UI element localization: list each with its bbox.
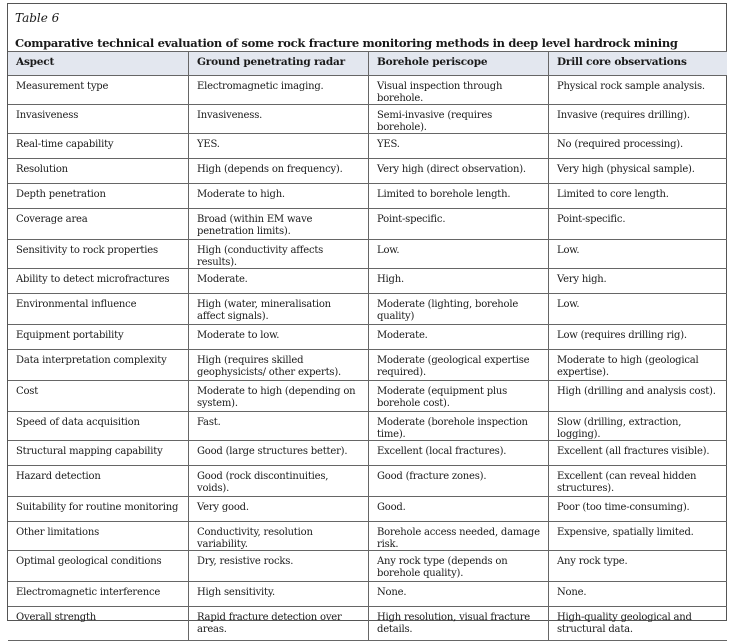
table-cell: Point-specific. [369,209,549,240]
table-cell: Electromagnetic imaging. [189,76,369,105]
table-cell: High (requires skilled geophysicists/ other experts). [189,350,369,381]
table-caption: Table 6 [15,11,60,25]
table-cell: Poor (too time-consuming). [549,497,728,522]
table-cell: Very high (physical sample). [549,159,728,184]
table-cell: Excellent (local fractures). [369,441,549,466]
table-cell: Invasive (requires drilling). [549,105,728,134]
table-cell: Excellent (can reveal hidden structures). [549,466,728,497]
table-cell: Structural mapping capability [8,441,189,466]
table-row [8,134,727,159]
table-cell: Low. [369,240,549,269]
table-cell: Good (fracture zones). [369,466,549,497]
table-cell: Expensive, spatially limited. [549,522,728,551]
table-row [8,159,727,184]
table-cell: High (water, mineralisation affect signals). [189,294,369,325]
table-cell: Semi-invasive (requires borehole). [369,105,549,134]
table-row [8,381,727,412]
table-row [8,497,727,522]
table-row [8,412,727,441]
table-row [8,294,727,325]
table-cell: Depth penetration [8,184,189,209]
table-cell: Limited to core length. [549,184,728,209]
table-cell: Any rock type (depends on borehole quality). [369,551,549,582]
header-cell: Drill core observations [549,52,728,76]
table-cell: Very high (direct observation). [369,159,549,184]
comparison-table [8,51,727,641]
table-cell: Data interpretation complexity [8,350,189,381]
header-row [8,52,727,76]
table-row [8,76,727,105]
table-cell: Fast. [189,412,369,441]
table-cell: Broad (within EM wave penetration limits). [189,209,369,240]
table-cell: Moderate to high. [189,184,369,209]
table-row [8,325,727,350]
table-cell: Moderate. [369,325,549,350]
table-cell: Sensitivity to rock properties [8,240,189,269]
table-cell: Moderate (lighting, borehole quality) [369,294,549,325]
table-cell: High. [369,269,549,294]
table-row [8,607,727,641]
table-row [8,209,727,240]
table-cell: Limited to borehole length. [369,184,549,209]
table-cell: Very high. [549,269,728,294]
table-row [8,582,727,607]
table-cell: Hazard detection [8,466,189,497]
table-cell: Overall strength [8,607,189,641]
table-cell: Ability to detect microfractures [8,269,189,294]
table-cell: Environmental influence [8,294,189,325]
table-cell: High (depends on frequency). [189,159,369,184]
table-cell: Moderate to high (geological expertise). [549,350,728,381]
table-cell: Coverage area [8,209,189,240]
table-cell: Rapid fracture detection over areas. [189,607,369,641]
table-cell: Very good. [189,497,369,522]
table-cell: Low. [549,294,728,325]
table-cell: Equipment portability [8,325,189,350]
table-cell: Good. [369,497,549,522]
table-cell: Good (rock discontinuities, voids). [189,466,369,497]
table-cell: Visual inspection through borehole. [369,76,549,105]
table-cell: High-quality geological and structural data. [549,607,728,641]
table-cell: Measurement type [8,76,189,105]
table-frame [7,3,727,635]
table-cell: Real-time capability [8,134,189,159]
table-cell: Speed of data acquisition [8,412,189,441]
table-row [8,522,727,551]
table-cell: YES. [189,134,369,159]
table-cell: Moderate (borehole inspection time). [369,412,549,441]
header-cell: Borehole periscope [369,52,549,76]
table-cell: Moderate (geological expertise required). [369,350,549,381]
table-cell: High (drilling and analysis cost). [549,381,728,412]
table-cell: Invasiveness [8,105,189,134]
table-cell: Moderate to high (depending on system). [189,381,369,412]
table-row [8,551,727,582]
table-cell: Electromagnetic interference [8,582,189,607]
table-cell: Dry, resistive rocks. [189,551,369,582]
table-cell: High sensitivity. [189,582,369,607]
table-cell: No (required processing). [549,134,728,159]
header-cell: Aspect [8,52,189,76]
table-cell: Invasiveness. [189,105,369,134]
table-cell: Borehole access needed, damage risk. [369,522,549,551]
table-row [8,105,727,134]
table-cell: Low. [549,240,728,269]
table-cell: None. [549,582,728,607]
table-cell: Moderate. [189,269,369,294]
table-cell: Resolution [8,159,189,184]
table-cell: Slow (drilling, extraction, logging). [549,412,728,441]
table-cell: Physical rock sample analysis. [549,76,728,105]
table-cell: Moderate (equipment plus borehole cost). [369,381,549,412]
table-cell: YES. [369,134,549,159]
table-cell: Point-specific. [549,209,728,240]
table-row [8,240,727,269]
header-cell: Ground penetrating radar [189,52,369,76]
table-row [8,441,727,466]
table-cell: High resolution, visual fracture details. [369,607,549,641]
table-row [8,466,727,497]
table-row [8,350,727,381]
table-cell: Optimal geological conditions [8,551,189,582]
table-cell: Other limitations [8,522,189,551]
table-cell: Any rock type. [549,551,728,582]
table-cell: Conductivity, resolution variability. [189,522,369,551]
table-cell: None. [369,582,549,607]
table-cell: Cost [8,381,189,412]
table-cell: Good (large structures better). [189,441,369,466]
table-row [8,184,727,209]
table-cell: Excellent (all fractures visible). [549,441,728,466]
table-cell: Moderate to low. [189,325,369,350]
table-cell: Low (requires drilling rig). [549,325,728,350]
table-cell: Suitability for routine monitoring [8,497,189,522]
table-title: Comparative technical evaluation of some rock fracture monitoring methods in deep level hardrock mining [15,36,678,50]
table-cell: High (conductivity affects results). [189,240,369,269]
table-row [8,269,727,294]
